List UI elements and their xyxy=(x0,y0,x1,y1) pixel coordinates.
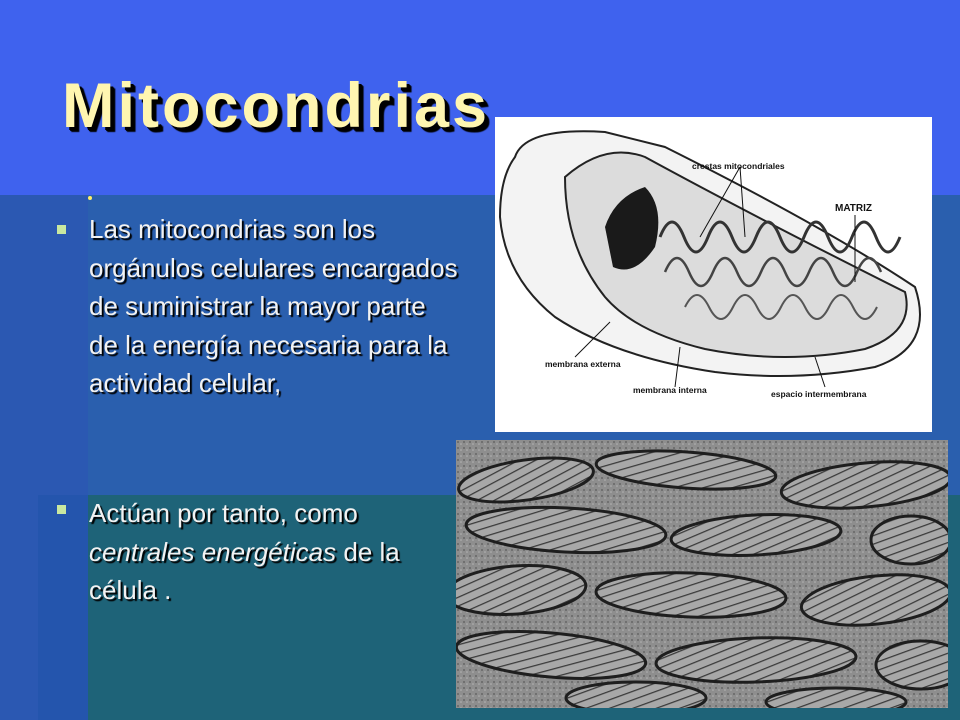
bullet-text-2-italic: centrales energéticas xyxy=(89,536,337,567)
label-membrana-interna: membrana interna xyxy=(633,385,707,395)
background-left-strip-lower xyxy=(38,495,88,720)
slide-title: Mitocondrias xyxy=(62,71,491,141)
mitochondrion-illustration xyxy=(495,117,932,432)
label-espacio-intermembrana: espacio intermembrana xyxy=(771,389,867,399)
mitochondrion-diagram xyxy=(495,117,932,432)
bullet-text-2-end: de la célula . xyxy=(89,536,400,605)
bullet-text-2 xyxy=(89,494,461,610)
micrograph-illustration xyxy=(456,440,948,708)
label-crestas: crestas mitocondriales xyxy=(692,161,785,171)
bullet-text-1: Las mitocondrias son los orgánulos celulares encargados de suministrar la mayor parte de la energía necesaria para la actividad celular, xyxy=(89,214,458,398)
label-matriz: MATRIZ xyxy=(835,203,873,214)
mitochondria-micrograph xyxy=(456,440,948,708)
bullet-text-2-start: Actúan por tanto, como xyxy=(89,498,358,528)
decorative-dot xyxy=(88,196,92,200)
bullet-marker-1 xyxy=(57,225,66,234)
label-membrana-externa: membrana externa xyxy=(545,359,621,369)
bullet-marker-2 xyxy=(57,505,66,514)
